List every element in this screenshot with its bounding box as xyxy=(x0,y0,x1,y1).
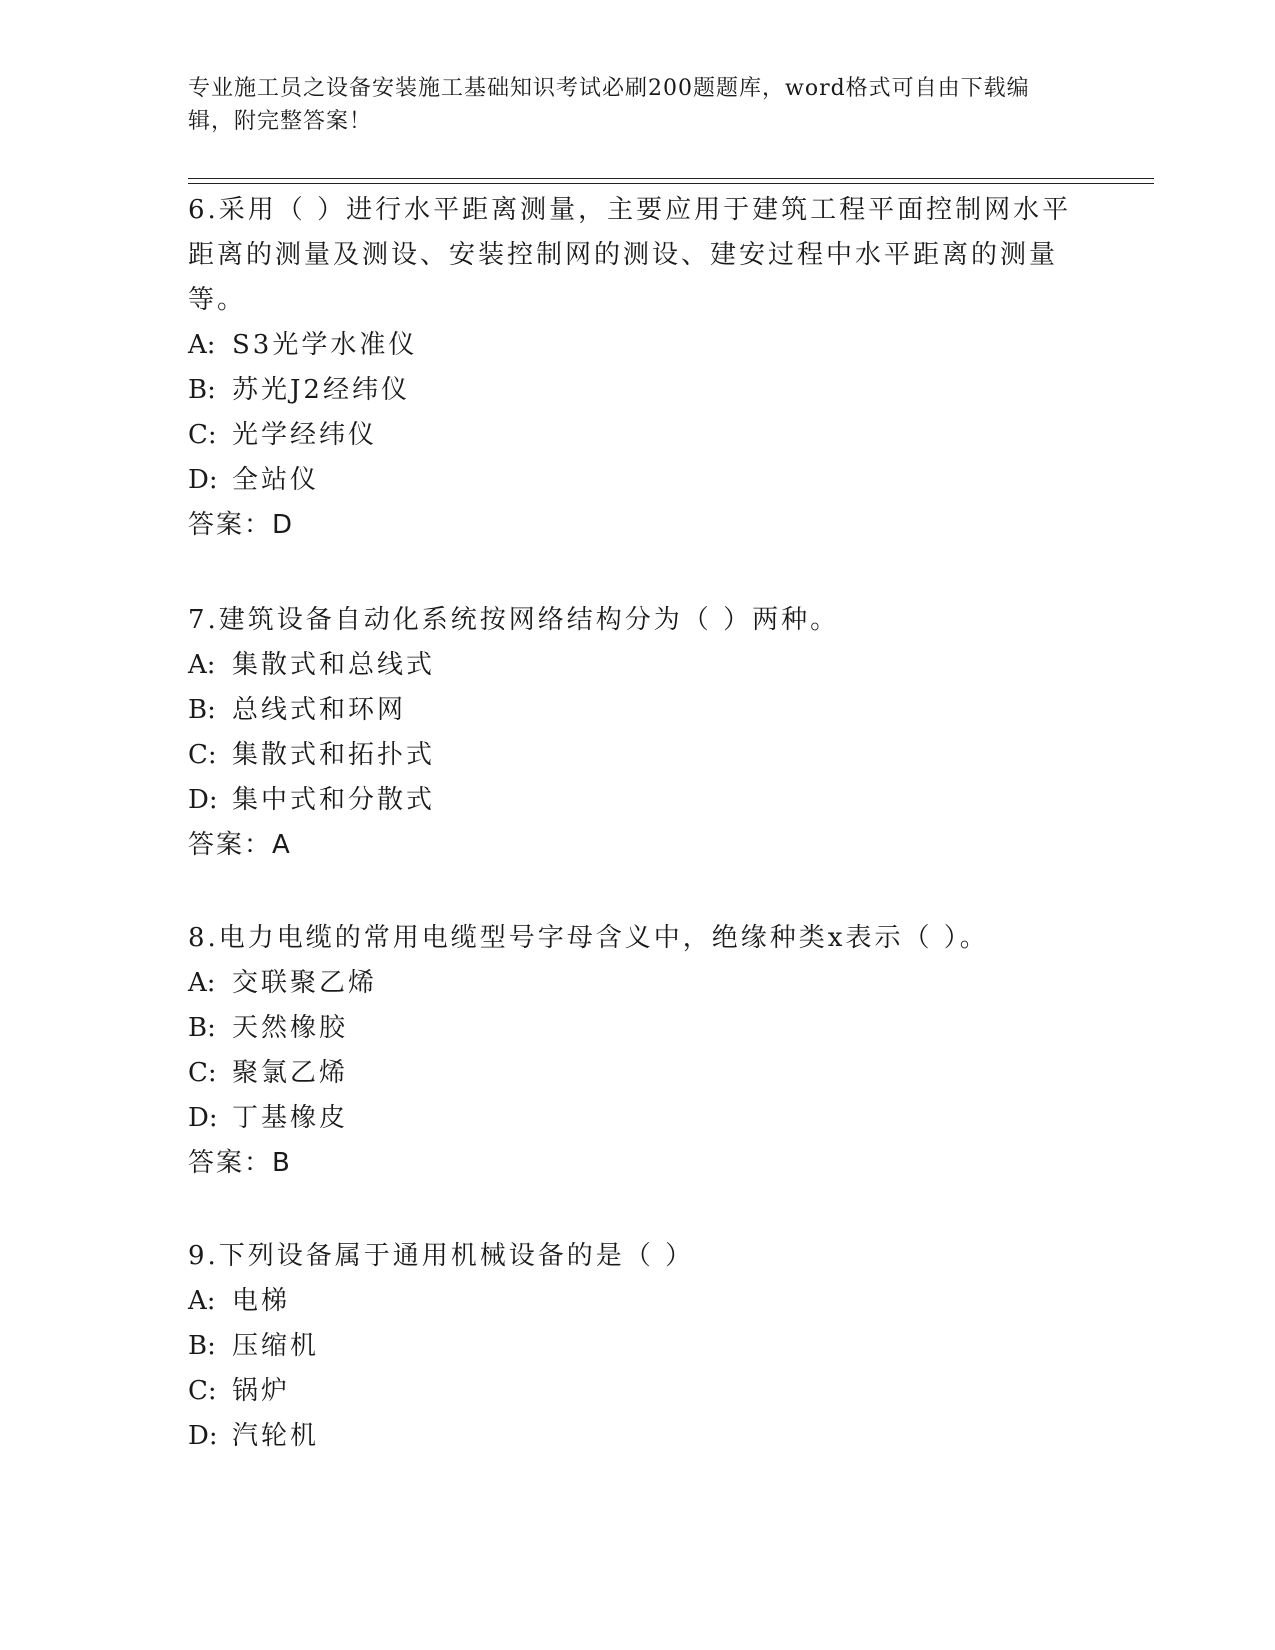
option-letter: B: xyxy=(188,1331,216,1361)
question-8 xyxy=(188,916,1088,1186)
option-letter: D: xyxy=(188,1421,218,1451)
option-letter: B: xyxy=(188,375,216,405)
option-letter: D: xyxy=(188,1103,218,1133)
option-a xyxy=(188,643,1088,688)
option-letter: C: xyxy=(188,1376,217,1406)
option-text: 光学经纬仪 xyxy=(232,420,378,450)
option-d xyxy=(188,1096,1088,1141)
option-a xyxy=(188,323,1088,368)
option-text: 全站仪 xyxy=(232,465,320,495)
option-d xyxy=(188,458,1088,503)
answer-line: 答案：B xyxy=(188,1148,292,1178)
option-text: 汽轮机 xyxy=(232,1421,320,1451)
option-c xyxy=(188,413,1088,458)
option-letter: A: xyxy=(188,650,216,680)
document-header: 专业施工员之设备安装施工基础知识考试必刷200题题库，word格式可自由下载编辑，附完整答案！ xyxy=(188,76,1030,134)
option-text: 苏光J2经纬仪 xyxy=(232,375,410,405)
question-9 xyxy=(188,1234,1088,1459)
option-letter: D: xyxy=(188,785,218,815)
question-stem: 8.电力电缆的常用电缆型号字母含义中，绝缘种类x表示（ ）。 xyxy=(188,923,989,953)
answer-line: 答案：A xyxy=(188,830,292,860)
option-a xyxy=(188,961,1088,1006)
option-d xyxy=(188,778,1088,823)
option-text: 锅炉 xyxy=(232,1376,291,1406)
option-text: 交联聚乙烯 xyxy=(232,968,378,998)
question-6 xyxy=(188,188,1088,548)
option-b xyxy=(188,688,1088,733)
option-letter: A: xyxy=(188,968,216,998)
option-text: 集中式和分散式 xyxy=(232,785,436,815)
option-letter: B: xyxy=(188,695,216,725)
option-letter: A: xyxy=(188,1286,216,1316)
option-text: S3光学水准仪 xyxy=(232,330,418,360)
option-b xyxy=(188,1006,1088,1051)
option-text: 电梯 xyxy=(232,1286,291,1316)
option-text: 天然橡胶 xyxy=(232,1013,349,1043)
option-c xyxy=(188,1369,1088,1414)
question-7 xyxy=(188,598,1088,868)
option-a xyxy=(188,1279,1088,1324)
option-d xyxy=(188,1414,1088,1459)
option-text: 集散式和拓扑式 xyxy=(232,740,436,770)
option-letter: C: xyxy=(188,420,217,450)
option-letter: D: xyxy=(188,465,218,495)
option-text: 压缩机 xyxy=(232,1331,320,1361)
option-text: 总线式和环网 xyxy=(232,695,407,725)
question-stem: 9.下列设备属于通用机械设备的是（ ） xyxy=(188,1241,695,1271)
option-c xyxy=(188,1051,1088,1096)
header-divider-top xyxy=(188,178,1154,179)
option-letter: B: xyxy=(188,1013,216,1043)
answer-line: 答案：D xyxy=(188,510,295,540)
option-text: 丁基橡皮 xyxy=(232,1103,349,1133)
question-stem: 7.建筑设备自动化系统按网络结构分为（ ）两种。 xyxy=(188,605,840,635)
option-letter: A: xyxy=(188,330,216,360)
option-text: 聚氯乙烯 xyxy=(232,1058,349,1088)
option-c xyxy=(188,733,1088,778)
option-text: 集散式和总线式 xyxy=(232,650,436,680)
question-stem: 6.采用（ ）进行水平距离测量，主要应用于建筑工程平面控制网水平距离的测量及测设、安装控制网的测设、建安过程中水平距离的测量等。 xyxy=(188,195,1072,315)
option-b xyxy=(188,1324,1088,1369)
option-letter: C: xyxy=(188,1058,217,1088)
option-letter: C: xyxy=(188,740,217,770)
header-divider-bottom xyxy=(188,183,1154,184)
option-b xyxy=(188,368,1088,413)
